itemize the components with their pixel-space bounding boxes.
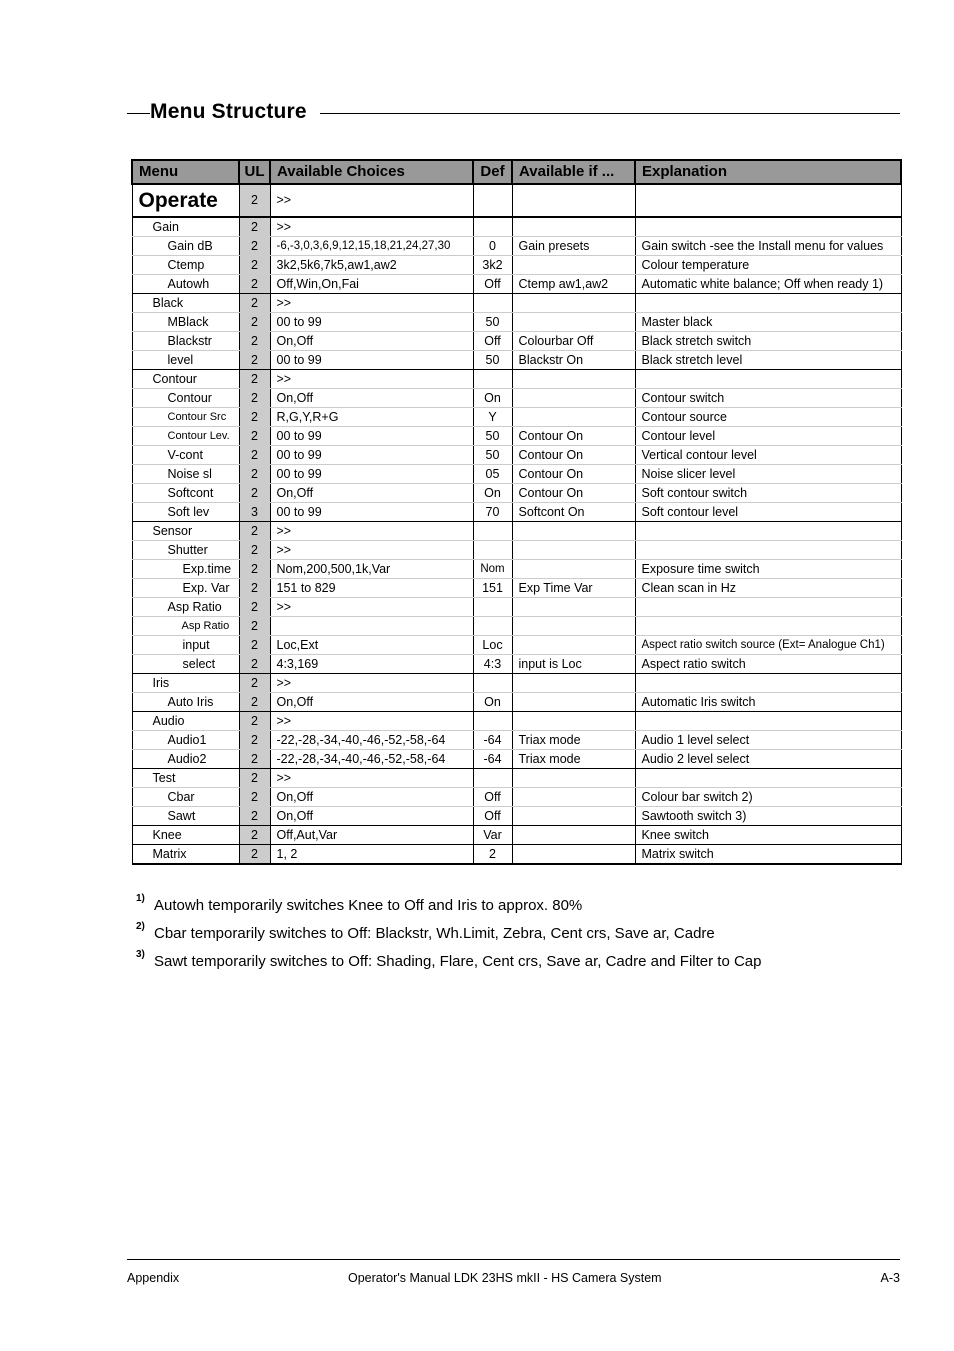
table-row <box>132 313 901 332</box>
default-cell <box>473 674 512 693</box>
page-title-bar <box>127 100 900 128</box>
available-if-cell: Colourbar Off <box>512 332 635 351</box>
available-if-cell <box>512 408 635 427</box>
choices-cell: On,Off <box>270 389 473 408</box>
choices-cell: 00 to 99 <box>270 446 473 465</box>
menu-cell: Exp.time <box>132 560 239 579</box>
available-if-cell <box>512 712 635 731</box>
explanation-cell: Aspect ratio switch <box>635 655 901 674</box>
explanation-cell <box>635 522 901 541</box>
available-if-cell: Ctemp aw1,aw2 <box>512 275 635 294</box>
menu-cell: Audio <box>132 712 239 731</box>
ul-cell: 2 <box>239 769 270 788</box>
explanation-cell: Matrix switch <box>635 845 901 865</box>
ul-cell: 2 <box>239 217 270 237</box>
explanation-cell <box>635 370 901 389</box>
default-cell: Off <box>473 275 512 294</box>
operate-row <box>132 184 901 217</box>
explanation-cell: Automatic white balance; Off when ready 1) <box>635 275 901 294</box>
explanation-cell: Contour level <box>635 427 901 446</box>
table-row <box>132 370 901 389</box>
choices-cell: -6,-3,0,3,6,9,12,15,18,21,24,27,30 <box>270 237 473 256</box>
table-row <box>132 541 901 560</box>
ul-cell: 2 <box>239 617 270 636</box>
available-if-cell <box>512 256 635 275</box>
footnote-text: Autowh temporarily switches Knee to Off and Iris to approx. 80% <box>154 897 583 914</box>
default-cell <box>473 617 512 636</box>
ul-cell: 2 <box>239 389 270 408</box>
explanation-cell <box>635 598 901 617</box>
table-row <box>132 579 901 598</box>
footer-center: Operator's Manual LDK 23HS mkII - HS Camera System <box>348 1271 662 1285</box>
default-cell: 50 <box>473 313 512 332</box>
explanation-cell: Black stretch switch <box>635 332 901 351</box>
default-cell <box>473 712 512 731</box>
menu-cell: select <box>132 655 239 674</box>
menu-cell: Noise sl <box>132 465 239 484</box>
menu-cell: Matrix <box>132 845 239 865</box>
footer-left: Appendix <box>127 1271 180 1285</box>
table-row <box>132 712 901 731</box>
default-cell: On <box>473 389 512 408</box>
footnotes <box>136 895 916 979</box>
choices-cell: On,Off <box>270 332 473 351</box>
table-row <box>132 617 901 636</box>
choices-cell: On,Off <box>270 693 473 712</box>
choices-cell: R,G,Y,R+G <box>270 408 473 427</box>
choices-cell: >> <box>270 769 473 788</box>
default-cell: -64 <box>473 750 512 769</box>
choices-cell: 4:3,169 <box>270 655 473 674</box>
explanation-cell: Aspect ratio switch source (Ext= Analogue Ch1) <box>635 636 901 655</box>
choices-cell: >> <box>270 184 473 217</box>
available-if-cell: Contour On <box>512 484 635 503</box>
default-cell: 151 <box>473 579 512 598</box>
table-row <box>132 465 901 484</box>
ul-cell: 2 <box>239 712 270 731</box>
available-if-cell <box>512 769 635 788</box>
available-if-cell: Exp Time Var <box>512 579 635 598</box>
menu-cell: Asp Ratio <box>132 598 239 617</box>
default-cell: Var <box>473 826 512 845</box>
footnote-mark: 3) <box>136 949 145 960</box>
header-def: Def <box>473 160 512 184</box>
available-if-cell: Blackstr On <box>512 351 635 370</box>
default-cell <box>473 370 512 389</box>
menu-cell: Contour <box>132 389 239 408</box>
table-row <box>132 522 901 541</box>
available-if-cell <box>512 184 635 217</box>
table-row <box>132 731 901 750</box>
ul-cell: 2 <box>239 370 270 389</box>
choices-cell: 151 to 829 <box>270 579 473 598</box>
table-row <box>132 750 901 769</box>
explanation-cell: Clean scan in Hz <box>635 579 901 598</box>
table-row <box>132 826 901 845</box>
available-if-cell: Softcont On <box>512 503 635 522</box>
default-cell: 70 <box>473 503 512 522</box>
available-if-cell: Triax mode <box>512 731 635 750</box>
table-row <box>132 275 901 294</box>
page-title: Menu Structure <box>150 100 307 123</box>
default-cell: 50 <box>473 446 512 465</box>
default-cell <box>473 294 512 313</box>
available-if-cell: Contour On <box>512 427 635 446</box>
table-row <box>132 769 901 788</box>
table-row <box>132 693 901 712</box>
default-cell: Off <box>473 788 512 807</box>
table-row <box>132 237 901 256</box>
default-cell: Nom <box>473 560 512 579</box>
explanation-cell: Black stretch level <box>635 351 901 370</box>
available-if-cell <box>512 693 635 712</box>
ul-cell: 2 <box>239 237 270 256</box>
table-row <box>132 655 901 674</box>
explanation-cell: Soft contour level <box>635 503 901 522</box>
title-rule-left <box>127 113 150 114</box>
menu-cell: Contour <box>132 370 239 389</box>
menu-cell: Autowh <box>132 275 239 294</box>
explanation-cell: Exposure time switch <box>635 560 901 579</box>
menu-cell: Black <box>132 294 239 313</box>
explanation-cell: Vertical contour level <box>635 446 901 465</box>
menu-cell: Softcont <box>132 484 239 503</box>
menu-cell: Exp. Var <box>132 579 239 598</box>
menu-cell: input <box>132 636 239 655</box>
default-cell: Off <box>473 332 512 351</box>
explanation-cell <box>635 184 901 217</box>
footnote-mark: 2) <box>136 921 145 932</box>
explanation-cell <box>635 294 901 313</box>
menu-cell: Contour Lev. <box>132 427 239 446</box>
ul-cell: 3 <box>239 503 270 522</box>
table-row <box>132 560 901 579</box>
ul-cell: 2 <box>239 655 270 674</box>
choices-cell: >> <box>270 217 473 237</box>
default-cell: 05 <box>473 465 512 484</box>
ul-cell: 2 <box>239 184 270 217</box>
available-if-cell <box>512 826 635 845</box>
default-cell <box>473 598 512 617</box>
available-if-cell <box>512 389 635 408</box>
ul-cell: 2 <box>239 845 270 865</box>
header-menu: Menu <box>132 160 239 184</box>
header-ul: UL <box>239 160 270 184</box>
footnote <box>136 895 916 923</box>
ul-cell: 2 <box>239 408 270 427</box>
table-row <box>132 217 901 237</box>
choices-cell: 3k2,5k6,7k5,aw1,aw2 <box>270 256 473 275</box>
ul-cell: 2 <box>239 636 270 655</box>
choices-cell: >> <box>270 598 473 617</box>
ul-cell: 2 <box>239 750 270 769</box>
menu-cell: Asp Ratio <box>132 617 239 636</box>
menu-cell: Test <box>132 769 239 788</box>
menu-cell: Gain <box>132 217 239 237</box>
table-row <box>132 807 901 826</box>
choices-cell: 00 to 99 <box>270 465 473 484</box>
explanation-cell: Contour switch <box>635 389 901 408</box>
table-row <box>132 503 901 522</box>
menu-cell: level <box>132 351 239 370</box>
default-cell <box>473 522 512 541</box>
choices-cell: On,Off <box>270 807 473 826</box>
default-cell: On <box>473 484 512 503</box>
menu-cell: Gain dB <box>132 237 239 256</box>
default-cell: 3k2 <box>473 256 512 275</box>
ul-cell: 2 <box>239 807 270 826</box>
default-cell: 50 <box>473 351 512 370</box>
available-if-cell <box>512 617 635 636</box>
default-cell <box>473 217 512 237</box>
footnote-mark: 1) <box>136 893 145 904</box>
table-row <box>132 256 901 275</box>
available-if-cell <box>512 598 635 617</box>
explanation-cell: Colour bar switch 2) <box>635 788 901 807</box>
menu-cell: Shutter <box>132 541 239 560</box>
choices-cell: >> <box>270 712 473 731</box>
ul-cell: 2 <box>239 313 270 332</box>
ul-cell: 2 <box>239 826 270 845</box>
available-if-cell <box>512 807 635 826</box>
menu-cell: Blackstr <box>132 332 239 351</box>
explanation-cell: Soft contour switch <box>635 484 901 503</box>
table-row <box>132 408 901 427</box>
explanation-cell: Knee switch <box>635 826 901 845</box>
ul-cell: 2 <box>239 788 270 807</box>
footnote <box>136 923 916 951</box>
explanation-cell: Gain switch -see the Install menu for values <box>635 237 901 256</box>
table-row <box>132 351 901 370</box>
table-row <box>132 484 901 503</box>
available-if-cell <box>512 674 635 693</box>
choices-cell: >> <box>270 674 473 693</box>
available-if-cell: input is Loc <box>512 655 635 674</box>
available-if-cell: Gain presets <box>512 237 635 256</box>
ul-cell: 2 <box>239 693 270 712</box>
available-if-cell: Triax mode <box>512 750 635 769</box>
menu-cell: Iris <box>132 674 239 693</box>
menu-cell: Auto Iris <box>132 693 239 712</box>
ul-cell: 2 <box>239 522 270 541</box>
choices-cell <box>270 617 473 636</box>
menu-cell: Ctemp <box>132 256 239 275</box>
menu-cell: Contour Src <box>132 408 239 427</box>
explanation-cell <box>635 541 901 560</box>
menu-cell: Audio2 <box>132 750 239 769</box>
table-row <box>132 845 901 865</box>
table-row <box>132 788 901 807</box>
explanation-cell <box>635 712 901 731</box>
explanation-cell: Sawtooth switch 3) <box>635 807 901 826</box>
ul-cell: 2 <box>239 731 270 750</box>
available-if-cell <box>512 522 635 541</box>
default-cell <box>473 541 512 560</box>
available-if-cell <box>512 541 635 560</box>
available-if-cell <box>512 370 635 389</box>
explanation-cell: Contour source <box>635 408 901 427</box>
footer-page-number: A-3 <box>880 1271 900 1285</box>
explanation-cell: Colour temperature <box>635 256 901 275</box>
default-cell: Off <box>473 807 512 826</box>
footnote-text: Sawt temporarily switches to Off: Shading, Flare, Cent crs, Save ar, Cadre and Filter to Cap <box>154 953 762 970</box>
ul-cell: 2 <box>239 579 270 598</box>
ul-cell: 2 <box>239 332 270 351</box>
ul-cell: 2 <box>239 598 270 617</box>
explanation-cell: Automatic Iris switch <box>635 693 901 712</box>
menu-cell: MBlack <box>132 313 239 332</box>
table-header-row <box>132 160 901 184</box>
default-cell: 0 <box>473 237 512 256</box>
ul-cell: 2 <box>239 674 270 693</box>
header-explanation: Explanation <box>635 160 901 184</box>
available-if-cell: Contour On <box>512 446 635 465</box>
ul-cell: 2 <box>239 275 270 294</box>
choices-cell: Off,Win,On,Fai <box>270 275 473 294</box>
available-if-cell <box>512 788 635 807</box>
table-row <box>132 674 901 693</box>
choices-cell: Off,Aut,Var <box>270 826 473 845</box>
choices-cell: >> <box>270 522 473 541</box>
ul-cell: 2 <box>239 294 270 313</box>
default-cell: -64 <box>473 731 512 750</box>
ul-cell: 2 <box>239 465 270 484</box>
menu-cell: Sawt <box>132 807 239 826</box>
header-available-if: Available if ... <box>512 160 635 184</box>
menu-cell: V-cont <box>132 446 239 465</box>
explanation-cell: Audio 2 level select <box>635 750 901 769</box>
table-row <box>132 332 901 351</box>
explanation-cell <box>635 217 901 237</box>
choices-cell: 00 to 99 <box>270 351 473 370</box>
explanation-cell <box>635 769 901 788</box>
footnote <box>136 951 916 979</box>
choices-cell: On,Off <box>270 788 473 807</box>
ul-cell: 2 <box>239 256 270 275</box>
menu-structure-table <box>131 159 902 865</box>
menu-cell: Cbar <box>132 788 239 807</box>
available-if-cell <box>512 294 635 313</box>
available-if-cell <box>512 845 635 865</box>
default-cell: 2 <box>473 845 512 865</box>
table-row <box>132 598 901 617</box>
available-if-cell: Contour On <box>512 465 635 484</box>
menu-cell: Operate <box>132 184 239 217</box>
available-if-cell <box>512 560 635 579</box>
table-row <box>132 427 901 446</box>
choices-cell: On,Off <box>270 484 473 503</box>
choices-cell: 1, 2 <box>270 845 473 865</box>
default-cell: Loc <box>473 636 512 655</box>
default-cell <box>473 184 512 217</box>
default-cell: On <box>473 693 512 712</box>
ul-cell: 2 <box>239 560 270 579</box>
table-row <box>132 636 901 655</box>
title-rule-right <box>320 113 900 114</box>
choices-cell: -22,-28,-34,-40,-46,-52,-58,-64 <box>270 750 473 769</box>
header-choices: Available Choices <box>270 160 473 184</box>
ul-cell: 2 <box>239 446 270 465</box>
explanation-cell: Audio 1 level select <box>635 731 901 750</box>
default-cell <box>473 769 512 788</box>
default-cell: 50 <box>473 427 512 446</box>
ul-cell: 2 <box>239 351 270 370</box>
menu-cell: Soft lev <box>132 503 239 522</box>
explanation-cell <box>635 674 901 693</box>
choices-cell: Loc,Ext <box>270 636 473 655</box>
table-row <box>132 294 901 313</box>
choices-cell: >> <box>270 370 473 389</box>
menu-cell: Knee <box>132 826 239 845</box>
choices-cell: 00 to 99 <box>270 503 473 522</box>
menu-cell: Audio1 <box>132 731 239 750</box>
explanation-cell <box>635 617 901 636</box>
available-if-cell <box>512 313 635 332</box>
footer-rule <box>127 1259 900 1260</box>
choices-cell: Nom,200,500,1k,Var <box>270 560 473 579</box>
menu-cell: Sensor <box>132 522 239 541</box>
available-if-cell <box>512 217 635 237</box>
choices-cell: -22,-28,-34,-40,-46,-52,-58,-64 <box>270 731 473 750</box>
ul-cell: 2 <box>239 541 270 560</box>
choices-cell: >> <box>270 541 473 560</box>
table-row <box>132 389 901 408</box>
default-cell: Y <box>473 408 512 427</box>
footnote-text: Cbar temporarily switches to Off: Blackstr, Wh.Limit, Zebra, Cent crs, Save ar, Cadre <box>154 925 715 942</box>
table-row <box>132 446 901 465</box>
default-cell: 4:3 <box>473 655 512 674</box>
available-if-cell <box>512 636 635 655</box>
choices-cell: 00 to 99 <box>270 313 473 332</box>
ul-cell: 2 <box>239 427 270 446</box>
explanation-cell: Noise slicer level <box>635 465 901 484</box>
ul-cell: 2 <box>239 484 270 503</box>
explanation-cell: Master black <box>635 313 901 332</box>
choices-cell: >> <box>270 294 473 313</box>
choices-cell: 00 to 99 <box>270 427 473 446</box>
